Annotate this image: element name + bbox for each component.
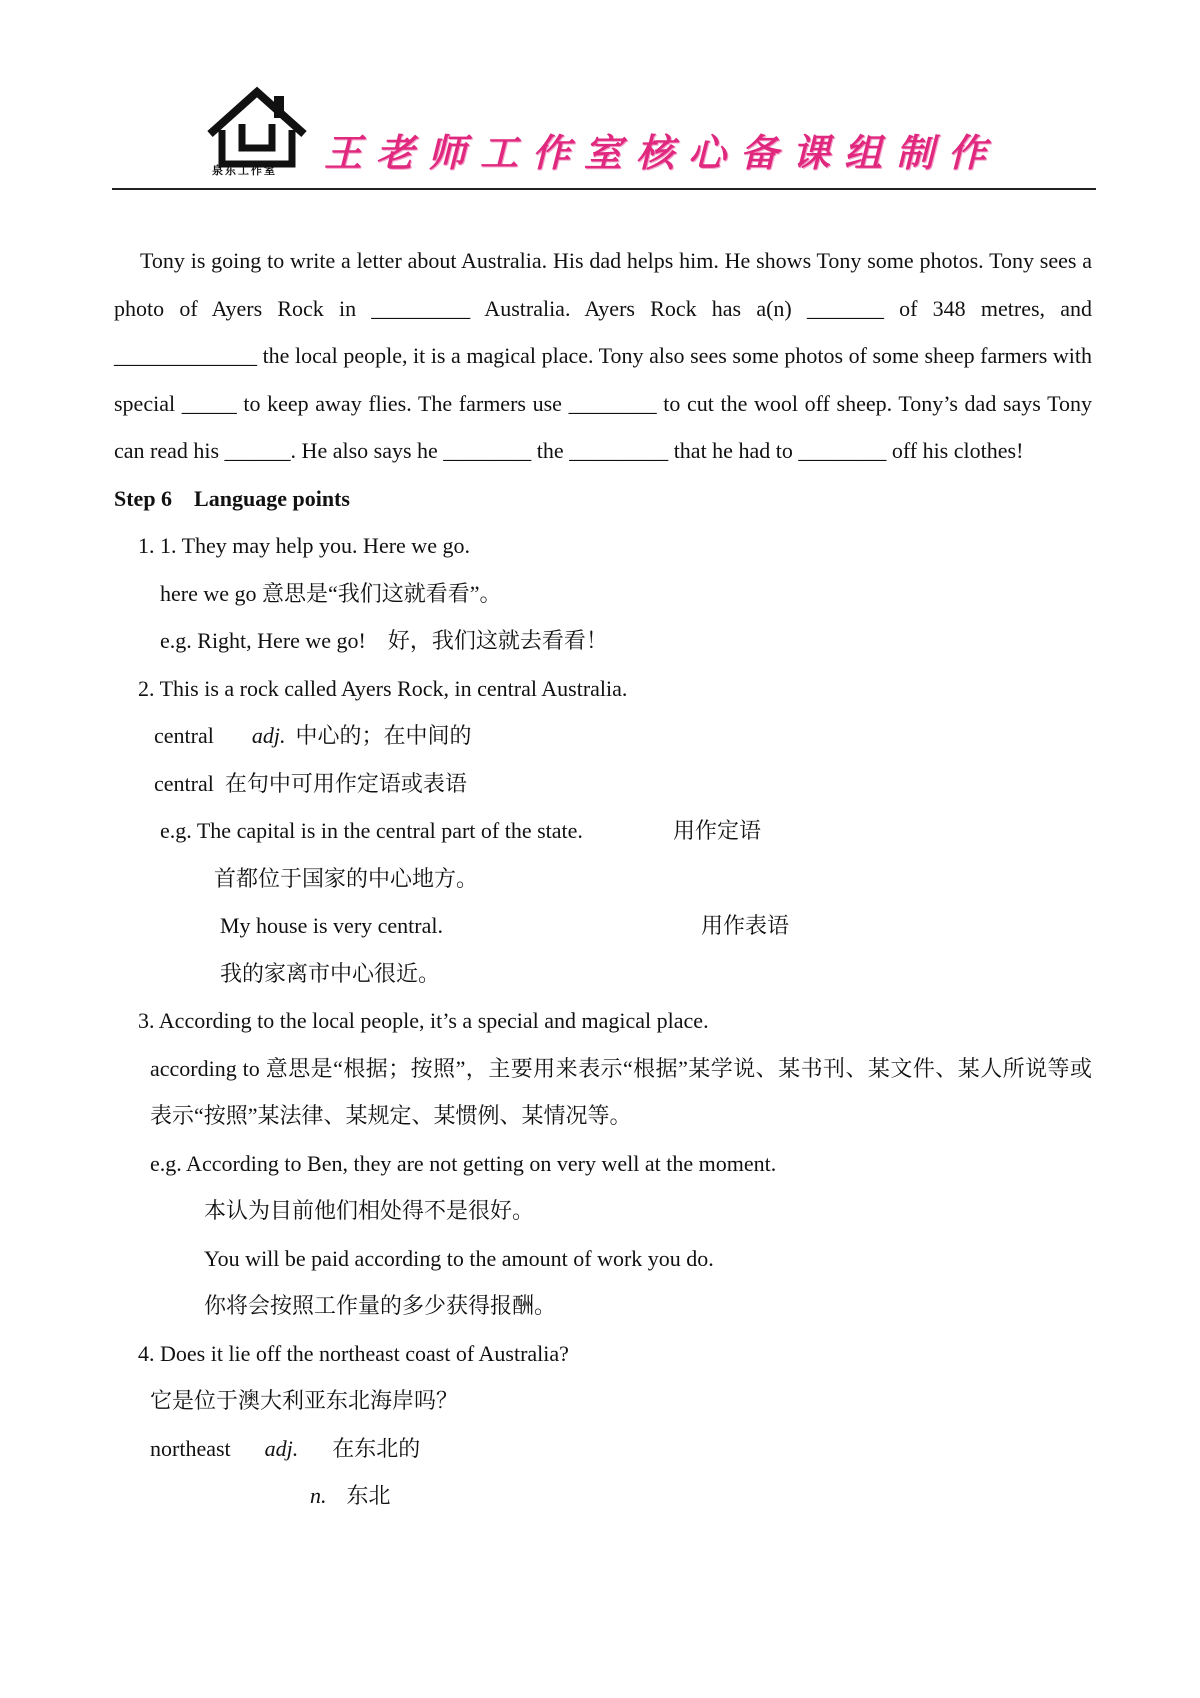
example-sentence: My house is very central. (220, 913, 443, 938)
part-of-speech: adj. (251, 723, 286, 748)
point-1-example: e.g. Right, Here we go! 好，我们这就去看看！ (160, 628, 608, 653)
word: northeast (150, 1435, 231, 1461)
point-3-example-1-translation: 本认为目前他们相处得不是很好。 (204, 1198, 535, 1223)
point-2-title: 2. This is a rock called Ayers Rock, in central Australia. (138, 675, 628, 701)
point-2-example-2-translation: 我的家离市中心很近。 (220, 960, 441, 986)
point-2-usage: central 在句中可用作定语或表语 (154, 770, 467, 796)
passage-line: some sheep farmers with special _____ to keep away flies. The farmers use ________ to cut the (114, 343, 1093, 416)
passage-line: Tony sees a photo of Ayers Rock in _________ Australia. Ayers Rock has a(n) _______ of 348 (114, 248, 1092, 321)
passage-line: _________ that he had to ________ off his clothes! (569, 438, 1024, 463)
usage-tag: 用作定语 (672, 818, 761, 843)
definition: 中心的；在中间的 (295, 723, 472, 748)
point-3-example-2: You will be paid according to the amount of work you do. (204, 1245, 714, 1271)
point-3-note: according to 意思是“根据；按照”，主要用来表示“根据”某学说、某书刊、某文件、某人所说等或表示“按照”某法律、某规定、某惯例、某情况等。 (150, 1055, 1092, 1128)
point-2-definition (114, 712, 1092, 760)
passage-line: Tony is going to write a letter about Australia. His dad helps him. He shows Tony some photos. (140, 248, 984, 273)
point-3-example-2-translation: 你将会按照工作量的多少获得报酬。 (204, 1293, 557, 1318)
point-3-title: 3. According to the local people, it’s a special and magical place. (138, 1008, 709, 1033)
point-2-example-2 (114, 902, 1092, 950)
point-2-example-1-translation: 首都位于国家的中心地方。 (214, 865, 479, 891)
passage-line: metres, and _____________ the local people, it is a magical place. Tony also sees some photos of (114, 295, 1092, 368)
definition: 在东北的 (332, 1435, 421, 1461)
passage-line: wool off sheep. Tony’s dad says Tony can read his ______. He also says he ________ the (114, 390, 1092, 463)
point-1-note: here we go 意思是“我们这就看看”。 (160, 580, 502, 606)
point-2-example-1 (114, 807, 1092, 855)
page-header (112, 78, 1096, 190)
header-rule (112, 188, 1096, 190)
usage-tag: 用作表语 (701, 913, 790, 938)
step-heading: Step 6 Language points (114, 485, 350, 511)
passage-paragraph (114, 237, 1092, 475)
part-of-speech: n. (310, 1483, 327, 1508)
point-1-title: 1. 1. They may help you. Here we go. (138, 533, 470, 558)
logo-caption: 泉东工作室 (212, 164, 277, 177)
point-4-definition-noun (114, 1472, 1092, 1520)
point-3-example-1: e.g. According to Ben, they are not getting on very well at the moment. (150, 1150, 777, 1176)
point-4-definition-adj (114, 1425, 1092, 1473)
example-sentence: e.g. The capital is in the central part of the state. (160, 818, 583, 843)
page-content (114, 237, 1092, 1520)
part-of-speech: adj. (264, 1435, 299, 1461)
point-4-translation: 它是位于澳大利亚东北海岸吗？ (150, 1388, 459, 1413)
definition: 东北 (346, 1483, 391, 1508)
studio-banner: 王老师工作室核心备课组制作 (324, 131, 1001, 175)
point-4-title: 4. Does it lie off the northeast coast of Australia? (138, 1340, 569, 1366)
word: central (154, 723, 214, 748)
